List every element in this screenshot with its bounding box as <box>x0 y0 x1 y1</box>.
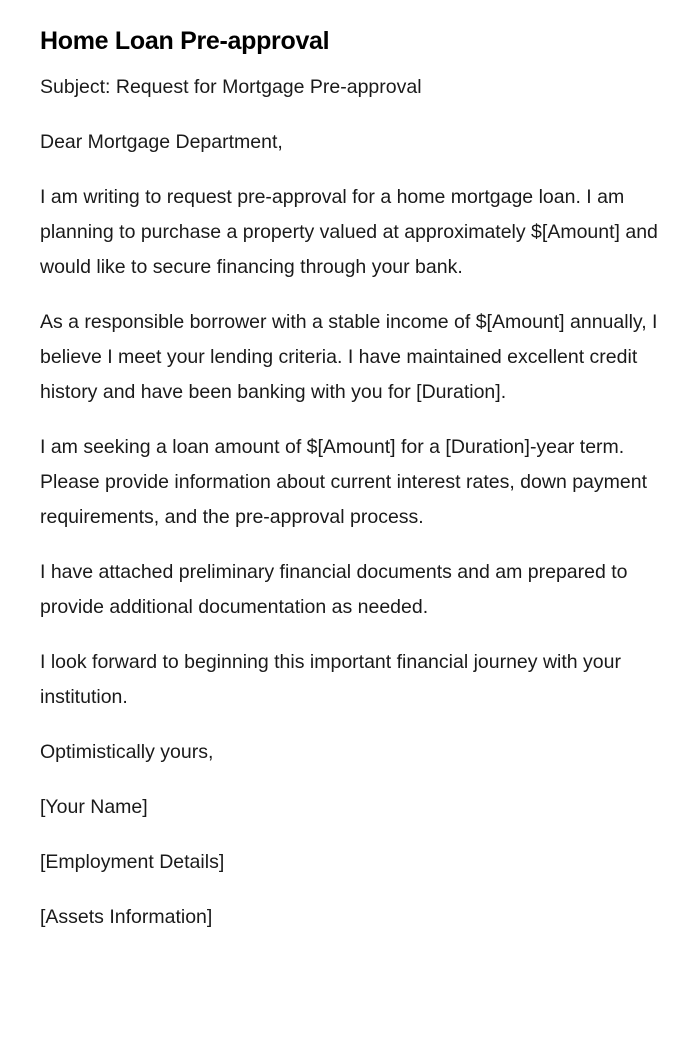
closing: Optimistically yours, <box>40 741 214 763</box>
employment-details: [Employment Details] <box>40 851 225 873</box>
salutation: Dear Mortgage Department, <box>40 131 283 153</box>
page-title: Home Loan Pre-approval <box>40 27 330 55</box>
body-paragraph: As a responsible borrower with a stable income of $[Amount] annually, I believe I meet your lending criteria. I have maintained excellent credit history and have been banking with you for [Duration]. <box>40 311 658 403</box>
assets-information: [Assets Information] <box>40 906 213 928</box>
body-paragraph: I am seeking a loan amount of $[Amount] for a [Duration]-year term. Please provide information about current interest rates, down payment requirements, and the pre-approval process. <box>40 436 647 528</box>
signature-name: [Your Name] <box>40 796 148 818</box>
subject-line: Subject: Request for Mortgage Pre-approval <box>40 76 422 98</box>
body-paragraph: I am writing to request pre-approval for a home mortgage loan. I am planning to purchase a property valued at approximately $[Amount] and would like to secure financing through your bank. <box>40 186 658 278</box>
body-paragraph: I look forward to beginning this important financial journey with your institution. <box>40 651 621 708</box>
body-paragraph: I have attached preliminary financial documents and am prepared to provide additional documentation as needed. <box>40 561 628 618</box>
